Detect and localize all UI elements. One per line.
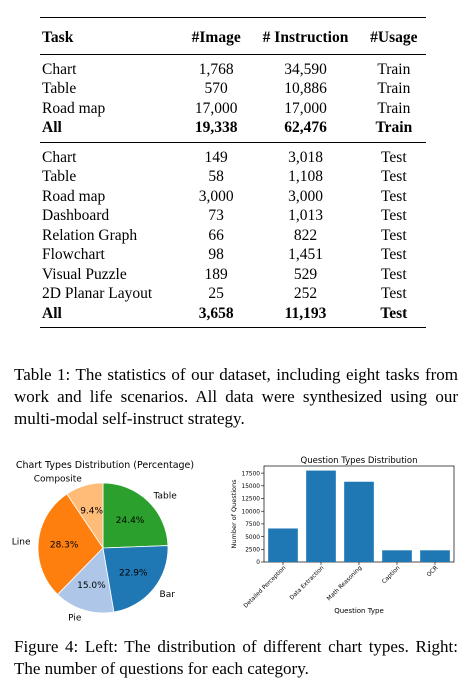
y-tick-label: 0 [256, 560, 260, 567]
header-task: Task [42, 29, 74, 46]
y-tick-label: 10000 [241, 509, 260, 516]
table-cell: 25 [208, 285, 224, 302]
table-cell: Test [380, 304, 408, 322]
table-cell: 11,193 [284, 304, 327, 322]
table-cell: Test [381, 246, 407, 263]
table-cell: 149 [204, 148, 228, 166]
pie-category-label: Pie [68, 613, 82, 624]
x-axis-label: Question Type [334, 607, 384, 615]
x-tick-label: Data Extraction [289, 565, 326, 602]
table-cell: 1,108 [288, 168, 323, 185]
x-tick-label: Math Reasoning [326, 565, 364, 603]
pie-value-label: 24.4% [115, 515, 145, 526]
bar-title: Question Types Distribution [300, 456, 418, 466]
figure-caption: Figure 4: Left: The distribution of different chart types. Right: The number of questions for each category. [14, 637, 458, 678]
x-tick-label: Caption [381, 565, 402, 586]
header-instruction: # Instruction [262, 29, 349, 46]
y-tick-label: 12500 [241, 496, 260, 503]
bar [382, 550, 412, 562]
table-cell: 2D Planar Layout [42, 285, 153, 302]
y-tick-label: 7500 [245, 522, 260, 529]
table-row [40, 206, 426, 226]
pie-slice-bar [103, 546, 168, 613]
table-cell: 73 [208, 207, 224, 224]
pie-category-label: Composite [33, 474, 82, 485]
pie-category-label: Bar [159, 589, 175, 600]
table-row [40, 142, 426, 167]
table-cell: Road map [42, 187, 106, 205]
table-cell: 17,000 [194, 99, 238, 117]
table-cell: Train [375, 119, 413, 136]
table-cell: 98 [208, 246, 224, 263]
pie-value-label: 28.3% [49, 540, 79, 551]
test-rows [40, 142, 426, 328]
table-cell: 10,886 [284, 80, 327, 97]
table-cell: Dashboard [42, 207, 110, 224]
table-cell: Table [42, 168, 77, 185]
pie-title: Chart Types Distribution (Percentage) [15, 460, 195, 471]
table-row [40, 284, 426, 304]
header-image: #Image [191, 29, 241, 46]
table-row [40, 226, 426, 246]
table-row [40, 265, 426, 285]
table-row [40, 99, 426, 119]
table-row [40, 245, 426, 265]
table-cell: 3,658 [198, 304, 234, 322]
table-cell: 529 [293, 265, 318, 283]
pie-value-label: 22.9% [118, 568, 148, 579]
table-cell: Train [377, 60, 411, 78]
table-row [40, 79, 426, 99]
table-cell: 570 [204, 80, 228, 97]
y-tick-label: 15000 [241, 484, 260, 491]
header-usage: #Usage [370, 29, 418, 46]
table-cell: Train [377, 99, 411, 117]
table-cell: 1,451 [288, 246, 323, 263]
table-cell: Relation Graph [42, 226, 138, 244]
table-cell: 1,013 [288, 207, 323, 224]
table-cell: Table [42, 80, 77, 97]
table-cell: Test [381, 265, 407, 283]
table-cell: 19,338 [194, 119, 238, 136]
table-cell: 17,000 [284, 99, 327, 117]
x-tick-label: Detailed Perception [242, 565, 288, 610]
y-tick-label: 17500 [241, 471, 260, 478]
table-row [40, 54, 426, 79]
x-tick-label: OCR [426, 565, 440, 579]
table-cell: Train [377, 80, 411, 97]
bar [344, 482, 374, 562]
table-cell: Test [381, 168, 407, 185]
bar [420, 550, 450, 562]
pie-category-label: Line [11, 537, 31, 548]
table-cell: 822 [293, 226, 318, 244]
table-row [40, 118, 426, 142]
table-cell: 189 [204, 265, 228, 283]
table-row [40, 167, 426, 187]
table-cell: Test [381, 187, 407, 205]
bar [268, 528, 298, 562]
table-cell: Test [381, 226, 407, 244]
pie-category-label: Table [153, 491, 177, 502]
table-header-row [40, 18, 426, 55]
table-cell: Chart [42, 60, 77, 78]
table-cell: 62,476 [284, 119, 327, 136]
table-cell: 3,000 [198, 187, 234, 205]
y-tick-label: 5000 [245, 534, 260, 541]
pie-value-label: 15.0% [77, 581, 106, 592]
y-axis-label: Number of Questions [230, 479, 238, 549]
table-caption: Table 1: The statistics of our dataset, including eight tasks from work and life scenarios. All data were synthesized using our multi-modal self-instruct strategy. [14, 365, 458, 428]
table-cell: Test [381, 285, 407, 302]
bar [306, 471, 336, 562]
chart-types-pie-chart [0, 452, 232, 630]
table-cell: 3,000 [288, 187, 323, 205]
dataset-statistics-table [40, 17, 426, 328]
table-row [40, 304, 426, 328]
pie-value-label: 9.4% [80, 506, 104, 517]
table-cell: Visual Puzzle [42, 265, 127, 283]
table-cell: Road map [42, 99, 106, 117]
train-rows [40, 54, 426, 142]
table-row [40, 187, 426, 207]
table-cell: 66 [208, 226, 224, 244]
table-cell: All [42, 304, 62, 322]
y-tick-label: 2500 [245, 547, 260, 554]
table-cell: Flowchart [42, 246, 105, 263]
table-cell: 1,768 [198, 60, 234, 78]
table-cell: Chart [42, 148, 77, 166]
table-cell: Test [381, 148, 407, 166]
table-cell: All [42, 119, 62, 136]
table-cell: 252 [293, 285, 318, 302]
question-types-bar-chart [222, 452, 462, 630]
table-cell: 3,018 [288, 148, 323, 166]
table-cell: Test [381, 207, 407, 224]
table-cell: 34,590 [284, 60, 327, 78]
table-cell: 58 [208, 168, 224, 185]
